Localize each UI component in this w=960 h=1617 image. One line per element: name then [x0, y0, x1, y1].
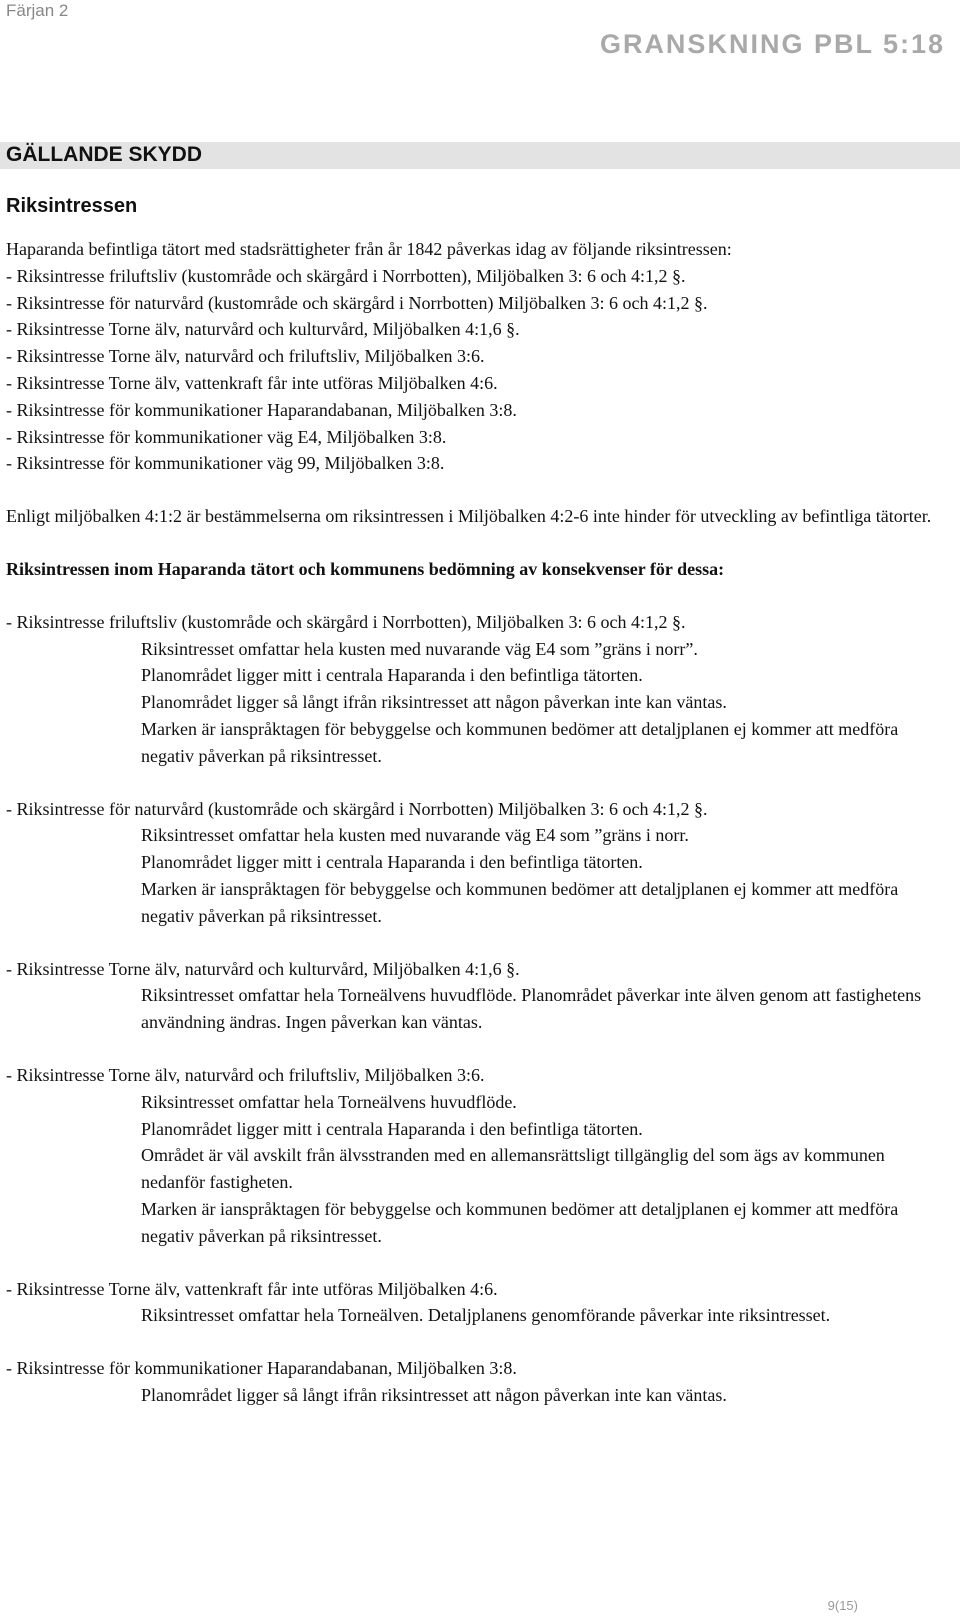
- intro-item: - Riksintresse för kommunikationer Haparandabanan, Miljöbalken 3:8.: [6, 399, 517, 420]
- spacer: [6, 477, 946, 503]
- intro-item: - Riksintresse för kommunikationer väg 99, Miljöbalken 3:8.: [6, 453, 445, 474]
- assessment-line: Marken är ianspråktagen för bebyggelse och kommunen bedömer att detaljplanen ej kommer att medföra negativ påverkan på riksintresset.: [141, 1198, 899, 1246]
- spacer: [6, 930, 946, 956]
- assessment-line: Planområdet ligger så långt ifrån riksintresset att någon påverkan inte kan väntas.: [141, 1384, 727, 1405]
- assessment-heading: Riksintressen inom Haparanda tätort och kommunens bedömning av konsekvenser för dessa:: [6, 558, 725, 579]
- assessment-line: Planområdet ligger mitt i centrala Haparanda i den befintliga tätorten.: [141, 1118, 643, 1139]
- spacer: [6, 1250, 946, 1276]
- section-title: GÄLLANDE SKYDD: [6, 143, 203, 166]
- assessment-title: - Riksintresse Torne älv, naturvård och kulturvård, Miljöbalken 4:1,6 §.: [6, 958, 520, 979]
- page-number: 9(15): [827, 1598, 858, 1613]
- intro-item: - Riksintresse Torne älv, naturvård och friluftsliv, Miljöbalken 3:6.: [6, 346, 485, 367]
- assessment-line: Riksintresset omfattar hela Torneälvens huvudflöde.: [141, 1091, 517, 1112]
- assessment-line: Planområdet ligger så långt ifrån riksintresset att någon påverkan inte kan väntas.: [141, 692, 727, 713]
- spacer: [6, 770, 946, 796]
- assessment-line: Riksintresset omfattar hela kusten med nuvarande väg E4 som ”gräns i norr”.: [141, 638, 698, 659]
- document-type-heading: GRANSKNING PBL 5:18: [599, 29, 945, 59]
- intro-item: - Riksintresse Torne älv, vattenkraft får inte utföras Miljöbalken 4:6.: [6, 372, 498, 393]
- legal-note: Enligt miljöbalken 4:1:2 är bestämmelserna om riksintressen i Miljöbalken 4:2-6 inte hinder för utveckling av befintliga tätorter.: [6, 506, 932, 527]
- assessment-block: [6, 956, 946, 1036]
- assessment-line: Området är väl avskilt från älvsstranden med en allemansrättsligt tillgänglig del som ägs av kommunen nedanför fastigheten.: [141, 1145, 885, 1193]
- intro-item: - Riksintresse för kommunikationer väg E4, Miljöbalken 3:8.: [6, 426, 447, 447]
- assessment-block: [6, 1062, 946, 1250]
- intro-item: - Riksintresse friluftsliv (kustområde och skärgård i Norrbotten), Miljöbalken 3: 6 och 4:1,2 §.: [6, 265, 686, 286]
- assessment-block: [6, 1355, 946, 1409]
- assessment-title: - Riksintresse för naturvård (kustområde och skärgård i Norrbotten) Miljöbalken 3: 6 och 4:1,2 §.: [6, 798, 708, 819]
- assessment-line: Planområdet ligger mitt i centrala Haparanda i den befintliga tätorten.: [141, 852, 643, 873]
- document-body: [6, 236, 946, 1409]
- assessment-line: Marken är ianspråktagen för bebyggelse och kommunen bedömer att detaljplanen ej kommer att medföra negativ påverkan på riksintresset.: [141, 718, 899, 766]
- subheading-riksintressen: Riksintressen: [6, 195, 138, 217]
- assessment-line: Riksintresset omfattar hela Torneälven. Detaljplanens genomförande påverkar inte riksintresset.: [141, 1305, 831, 1326]
- intro-item: - Riksintresse för naturvård (kustområde och skärgård i Norrbotten) Miljöbalken 3: 6 och 4:1,2 §.: [6, 292, 708, 313]
- assessment-line: Planområdet ligger mitt i centrala Haparanda i den befintliga tätorten.: [141, 665, 643, 686]
- assessment-block: [6, 796, 946, 930]
- spacer: [6, 1329, 946, 1355]
- document-title-label: Färjan 2: [6, 1, 69, 20]
- spacer: [6, 1036, 946, 1062]
- assessment-title: - Riksintresse för kommunikationer Haparandabanan, Miljöbalken 3:8.: [6, 1358, 517, 1379]
- assessment-title: - Riksintresse friluftsliv (kustområde och skärgård i Norrbotten), Miljöbalken 3: 6 och 4:1,2 §.: [6, 611, 686, 632]
- spacer: [6, 530, 946, 556]
- assessment-block: [6, 1276, 946, 1330]
- assessment-title: - Riksintresse Torne älv, naturvård och friluftsliv, Miljöbalken 3:6.: [6, 1064, 485, 1085]
- assessment-line: Riksintresset omfattar hela Torneälvens huvudflöde. Planområdet påverkar inte älven genom att fastighetens användning ändras. Ingen påverkan kan väntas.: [141, 985, 922, 1033]
- assessment-line: Riksintresset omfattar hela kusten med nuvarande väg E4 som ”gräns i norr.: [141, 825, 689, 846]
- intro-item: - Riksintresse Torne älv, naturvård och kulturvård, Miljöbalken 4:1,6 §.: [6, 319, 520, 340]
- spacer: [6, 583, 946, 609]
- assessment-block: [6, 609, 946, 770]
- intro-lead: Haparanda befintliga tätort med stadsrättigheter från år 1842 påverkas idag av följande riksintressen:: [6, 239, 732, 259]
- assessment-title: - Riksintresse Torne älv, vattenkraft får inte utföras Miljöbalken 4:6.: [6, 1278, 498, 1299]
- assessment-line: Marken är ianspråktagen för bebyggelse och kommunen bedömer att detaljplanen ej kommer att medföra negativ påverkan på riksintresset.: [141, 878, 899, 926]
